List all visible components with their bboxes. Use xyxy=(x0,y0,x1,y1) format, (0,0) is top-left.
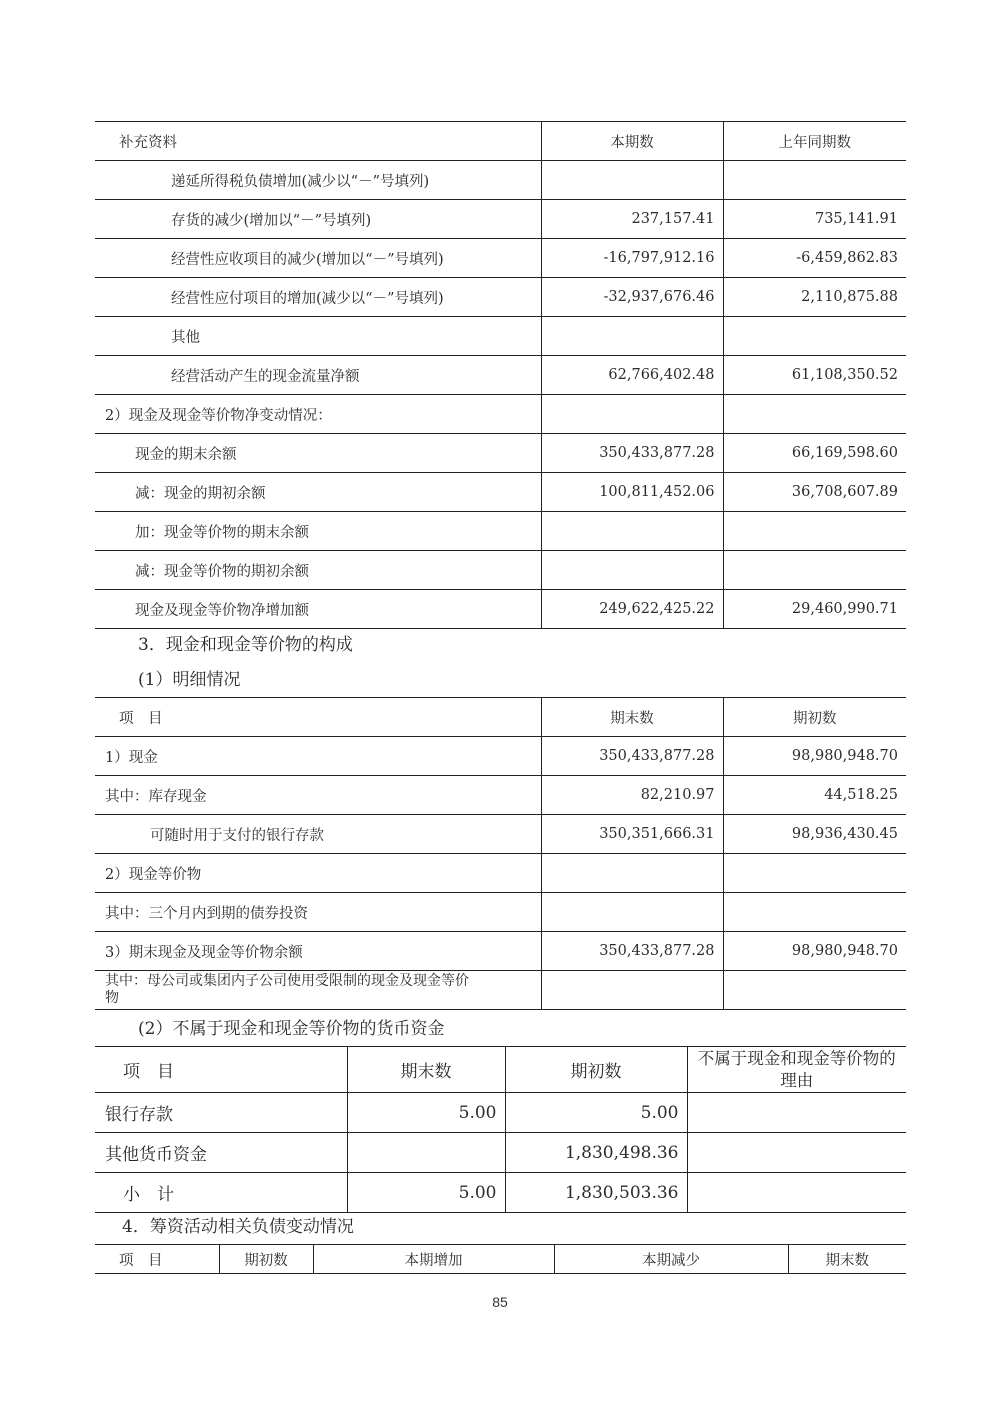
row-label: 可随时用于支付的银行存款 xyxy=(95,815,541,854)
table-row xyxy=(95,278,906,317)
header-begin: 期初数 xyxy=(505,1047,687,1093)
table-row xyxy=(95,1093,906,1133)
row-end: 5.00 xyxy=(347,1173,505,1213)
row-label: 其他 xyxy=(95,317,541,356)
supplementary-info-table xyxy=(95,121,906,629)
row-reason xyxy=(687,1093,906,1133)
table-row xyxy=(95,434,906,473)
row-prior xyxy=(723,317,906,356)
row-prior: 66,169,598.60 xyxy=(723,434,906,473)
row-label: 银行存款 xyxy=(95,1093,347,1133)
row-label: 存货的减少(增加以“－”号填列) xyxy=(95,200,541,239)
row-label: 经营性应付项目的增加(减少以“－”号填列) xyxy=(95,278,541,317)
table-row xyxy=(95,317,906,356)
row-label: 其中：母公司或集团内子公司使用受限制的现金及现金等价物 xyxy=(95,971,541,1010)
row-end xyxy=(541,971,723,1010)
table-row xyxy=(95,737,906,776)
header-item: 项 目 xyxy=(95,1245,219,1274)
row-current: 62,766,402.48 xyxy=(541,356,723,395)
row-current: 249,622,425.22 xyxy=(541,590,723,629)
row-current: 237,157.41 xyxy=(541,200,723,239)
row-end xyxy=(541,893,723,932)
row-end: 350,433,877.28 xyxy=(541,932,723,971)
table-row xyxy=(95,893,906,932)
table-row xyxy=(95,395,906,434)
financing-liabilities-table xyxy=(95,1244,906,1274)
table-row xyxy=(95,971,906,1010)
row-prior: 2,110,875.88 xyxy=(723,278,906,317)
table-row xyxy=(95,239,906,278)
row-current xyxy=(541,395,723,434)
table-row xyxy=(95,1173,906,1213)
table-row xyxy=(95,473,906,512)
row-prior: 36,708,607.89 xyxy=(723,473,906,512)
table-row xyxy=(95,161,906,200)
table-row xyxy=(95,356,906,395)
row-prior xyxy=(723,161,906,200)
row-label: 2）现金及现金等价物净变动情况： xyxy=(95,395,541,434)
header-item: 项 目 xyxy=(95,1047,347,1093)
table-row xyxy=(95,932,906,971)
row-prior: 735,141.91 xyxy=(723,200,906,239)
row-begin: 98,980,948.70 xyxy=(723,932,906,971)
row-end: 350,351,666.31 xyxy=(541,815,723,854)
section-4-title: 4．筹资活动相关负债变动情况 xyxy=(122,1217,354,1237)
row-label: 减：现金等价物的期初余额 xyxy=(95,551,541,590)
table-header-row xyxy=(95,1245,906,1274)
row-label: 加：现金等价物的期末余额 xyxy=(95,512,541,551)
row-label: 经营活动产生的现金流量净额 xyxy=(95,356,541,395)
header-reason: 不属于现金和现金等价物的理由 xyxy=(687,1047,906,1093)
row-prior xyxy=(723,551,906,590)
row-current xyxy=(541,161,723,200)
row-end: 82,210.97 xyxy=(541,776,723,815)
row-begin: 5.00 xyxy=(505,1093,687,1133)
row-current: 100,811,452.06 xyxy=(541,473,723,512)
row-begin: 98,936,430.45 xyxy=(723,815,906,854)
row-label: 其他货币资金 xyxy=(95,1133,347,1173)
cash-detail-table xyxy=(95,697,906,1010)
row-current xyxy=(541,551,723,590)
table-row xyxy=(95,551,906,590)
section-3-1-subtitle: (1）明细情况 xyxy=(138,670,241,690)
row-label: 3）期末现金及现金等价物余额 xyxy=(95,932,541,971)
row-label: 小 计 xyxy=(95,1173,347,1213)
row-label: 减：现金的期初余额 xyxy=(95,473,541,512)
row-end xyxy=(541,854,723,893)
row-label: 1）现金 xyxy=(95,737,541,776)
row-label: 其中：三个月内到期的债券投资 xyxy=(95,893,541,932)
header-increase: 本期增加 xyxy=(313,1245,554,1274)
row-begin: 44,518.25 xyxy=(723,776,906,815)
row-reason xyxy=(687,1173,906,1213)
table-header-row xyxy=(95,698,906,737)
row-prior xyxy=(723,395,906,434)
row-reason xyxy=(687,1133,906,1173)
row-current xyxy=(541,512,723,551)
row-prior: 61,108,350.52 xyxy=(723,356,906,395)
header-current: 本期数 xyxy=(541,122,723,161)
table-row xyxy=(95,854,906,893)
row-begin xyxy=(723,971,906,1010)
section-3-title: 3．现金和现金等价物的构成 xyxy=(138,635,353,655)
header-end: 期末数 xyxy=(541,698,723,737)
row-prior: -6,459,862.83 xyxy=(723,239,906,278)
header-prior: 上年同期数 xyxy=(723,122,906,161)
table-row xyxy=(95,776,906,815)
row-current: 350,433,877.28 xyxy=(541,434,723,473)
header-decrease: 本期减少 xyxy=(554,1245,788,1274)
row-prior: 29,460,990.71 xyxy=(723,590,906,629)
row-prior xyxy=(723,512,906,551)
row-begin: 1,830,503.36 xyxy=(505,1173,687,1213)
row-end xyxy=(347,1133,505,1173)
row-label: 2）现金等价物 xyxy=(95,854,541,893)
table-row xyxy=(95,815,906,854)
row-current xyxy=(541,317,723,356)
row-end: 5.00 xyxy=(347,1093,505,1133)
table-header-row xyxy=(95,122,906,161)
row-current: -16,797,912.16 xyxy=(541,239,723,278)
non-cash-monetary-funds-table xyxy=(95,1046,906,1213)
row-label: 现金及现金等价物净增加额 xyxy=(95,590,541,629)
table-row xyxy=(95,590,906,629)
row-label: 其中：库存现金 xyxy=(95,776,541,815)
row-begin xyxy=(723,854,906,893)
table-header-row xyxy=(95,1047,906,1093)
row-end: 350,433,877.28 xyxy=(541,737,723,776)
header-end: 期末数 xyxy=(788,1245,906,1274)
header-begin: 期初数 xyxy=(723,698,906,737)
row-begin xyxy=(723,893,906,932)
row-current: -32,937,676.46 xyxy=(541,278,723,317)
table-row xyxy=(95,1133,906,1173)
row-begin: 1,830,498.36 xyxy=(505,1133,687,1173)
row-label: 递延所得税负债增加(减少以“－”号填列) xyxy=(95,161,541,200)
page-number: 85 xyxy=(492,1294,508,1310)
row-label: 现金的期末余额 xyxy=(95,434,541,473)
section-3-2-subtitle: (2）不属于现金和现金等价物的货币资金 xyxy=(138,1019,445,1039)
row-label: 经营性应收项目的减少(增加以“－”号填列) xyxy=(95,239,541,278)
header-begin: 期初数 xyxy=(219,1245,313,1274)
header-end: 期末数 xyxy=(347,1047,505,1093)
row-begin: 98,980,948.70 xyxy=(723,737,906,776)
header-item: 项 目 xyxy=(95,698,541,737)
table-row xyxy=(95,200,906,239)
header-item: 补充资料 xyxy=(95,122,541,161)
table-row xyxy=(95,512,906,551)
